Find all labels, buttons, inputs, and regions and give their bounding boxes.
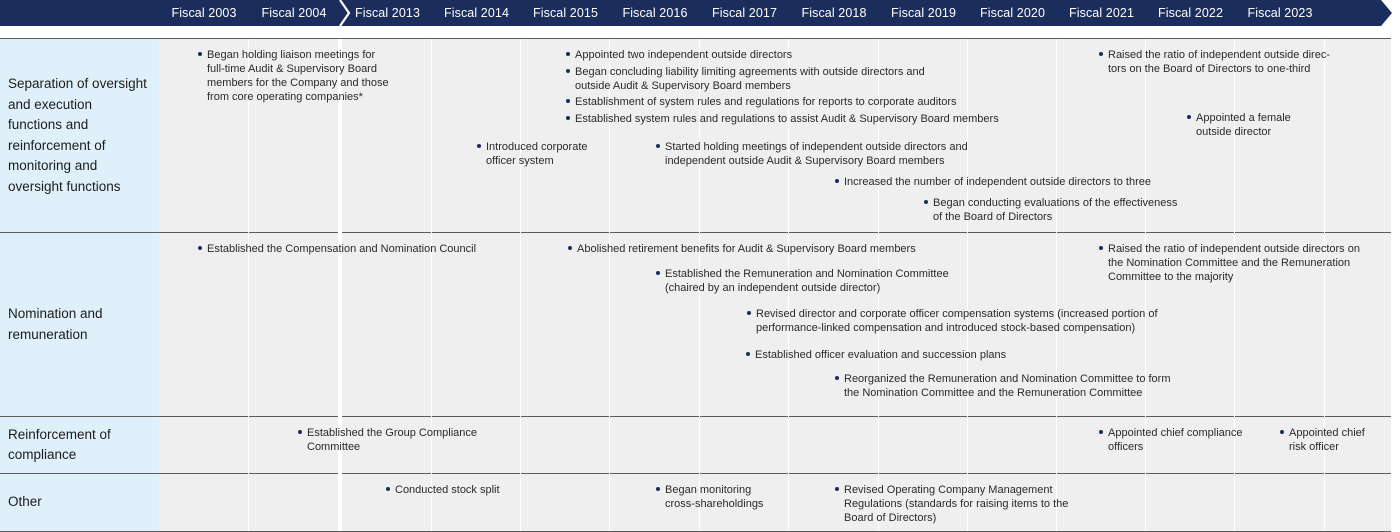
year-fiscal-2014: Fiscal 2014 xyxy=(443,6,510,20)
event-item: Established the Group Compliance Committee xyxy=(298,426,477,454)
event-item: Appointed chief risk officer xyxy=(1280,426,1365,454)
event-item: Introduced corporate officer system xyxy=(477,140,588,168)
event-item: Established system rules and regulations to assist Audit & Supervisory Board members xyxy=(566,112,999,126)
year-fiscal-2020: Fiscal 2020 xyxy=(979,6,1046,20)
event-item: Appointed two independent outside directors xyxy=(566,48,792,62)
column-separator xyxy=(1324,39,1325,531)
row-label-nomination-text: Nomination and remuneration xyxy=(8,306,103,342)
timeline-break xyxy=(338,39,342,531)
event-item: Raised the ratio of independent outside directors on the Nomination Committee and the Remuneration Committee to the majority xyxy=(1099,242,1360,284)
event-item: Revised director and corporate officer compensation systems (increased portion of performance-linked compensation and introduced stock-based compensation) xyxy=(747,307,1158,335)
year-fiscal-2015: Fiscal 2015 xyxy=(532,6,599,20)
row-label-compliance xyxy=(0,417,159,473)
event-item: Established officer evaluation and succession plans xyxy=(746,348,1006,362)
year-fiscal-2013: Fiscal 2013 xyxy=(354,6,421,20)
event-item: Abolished retirement benefits for Audit & Supervisory Board members xyxy=(568,242,916,256)
year-fiscal-2018: Fiscal 2018 xyxy=(801,6,867,20)
row-label-oversight xyxy=(0,39,159,232)
event-item: Appointed a female outside director xyxy=(1187,111,1291,139)
year-fiscal-2021: Fiscal 2021 xyxy=(1068,6,1135,20)
column-separator xyxy=(248,39,249,531)
event-item: Appointed chief compliance officers xyxy=(1099,426,1243,454)
year-fiscal-2003: Fiscal 2003 xyxy=(171,6,237,20)
row-label-other xyxy=(0,474,159,531)
year-fiscal-2019: Fiscal 2019 xyxy=(890,6,957,20)
row-body-other xyxy=(159,474,1391,531)
event-item: Began monitoring cross-shareholdings xyxy=(656,483,763,511)
event-item: Began holding liaison meetings for full-time Audit & Supervisory Board members for the Company and those from core operating companies* xyxy=(198,48,389,104)
year-fiscal-2004: Fiscal 2004 xyxy=(261,6,327,20)
row-label-oversight-text: Separation of oversight and execution functions and reinforcement of monitoring and oversight functions xyxy=(8,76,147,194)
row-label-nomination xyxy=(0,233,159,416)
event-item: Established the Remuneration and Nomination Committee (chaired by an independent outside director) xyxy=(656,267,949,295)
column-separator xyxy=(520,39,521,531)
year-fiscal-2022: Fiscal 2022 xyxy=(1157,6,1224,20)
event-item: Revised Operating Company Management Regulations (standards for raising items to the Board of Directors) xyxy=(835,483,1068,525)
event-item: Began conducting evaluations of the effectiveness of the Board of Directors xyxy=(924,196,1177,224)
event-item: Began concluding liability limiting agreements with outside directors and outside Audit & Supervisory Board members xyxy=(566,65,925,93)
year-fiscal-2023: Fiscal 2023 xyxy=(1247,6,1313,20)
event-item: Reorganized the Remuneration and Nomination Committee to form the Nomination Committee and the Remuneration Committee xyxy=(835,372,1171,400)
event-item: Established the Compensation and Nomination Council xyxy=(198,242,476,256)
event-item: Raised the ratio of independent outside direc- tors on the Board of Directors to one-third xyxy=(1099,48,1330,76)
column-separator xyxy=(431,39,432,531)
year-fiscal-2016: Fiscal 2016 xyxy=(622,6,688,20)
timeline-header xyxy=(0,0,1400,26)
row-label-compliance-text: Reinforcement of compliance xyxy=(8,426,111,462)
event-item: Increased the number of independent outside directors to three xyxy=(835,175,1151,189)
column-separator xyxy=(1056,39,1057,531)
event-item: Conducted stock split xyxy=(386,483,500,497)
year-fiscal-2017: Fiscal 2017 xyxy=(711,6,778,20)
timeline-grid xyxy=(0,38,1400,532)
row-label-other-text: Other xyxy=(8,494,42,510)
column-separator xyxy=(1145,39,1146,531)
event-item: Establishment of system rules and regulations for reports to corporate auditors xyxy=(566,95,957,109)
event-item: Started holding meetings of independent outside directors and independent outside Audit & Supervisory Board members xyxy=(656,140,968,168)
